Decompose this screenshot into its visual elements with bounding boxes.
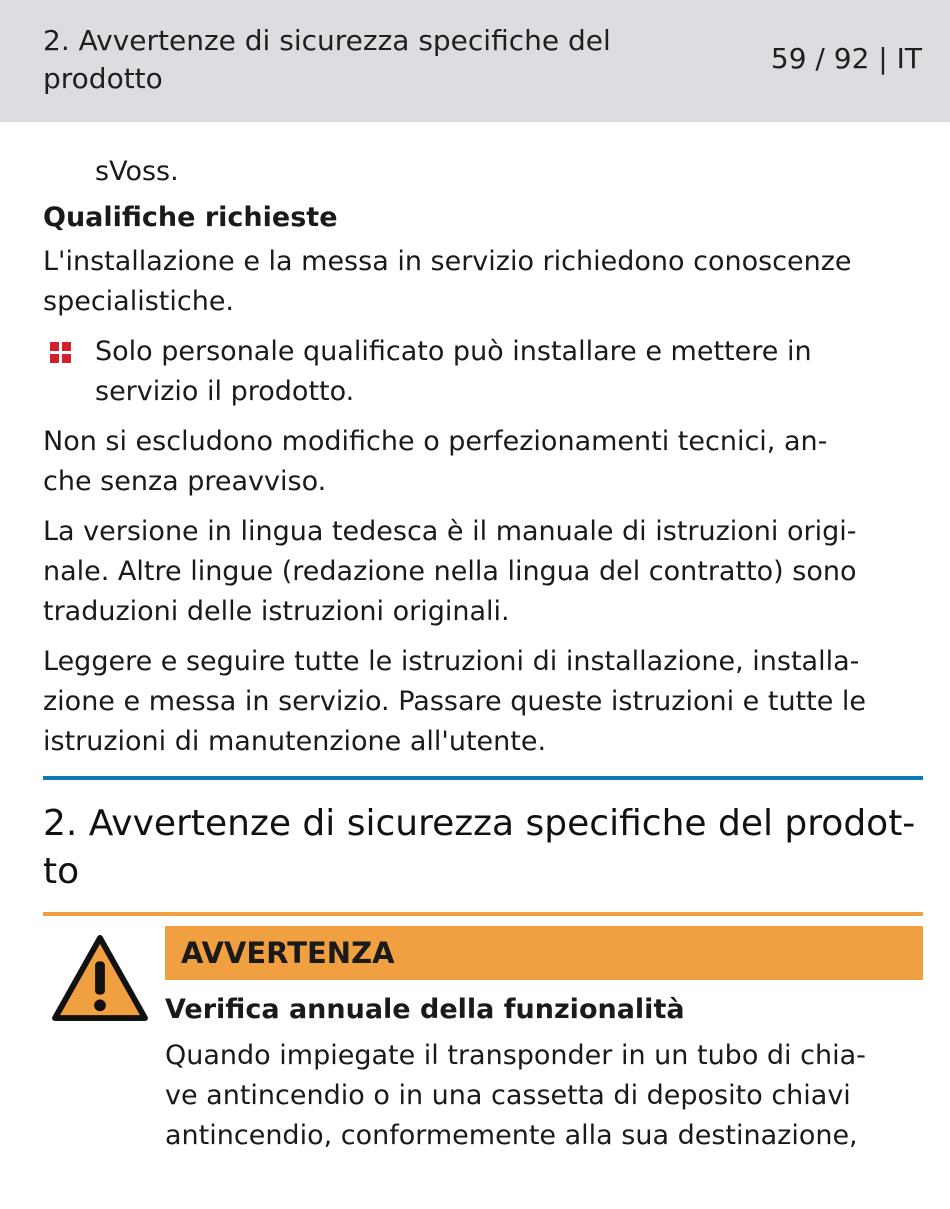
- text-line: che senza preavviso.: [43, 466, 327, 497]
- text-line: Quando impiegate il transponder in un tubo di chia-: [165, 1040, 866, 1071]
- qualifications-heading: Qualifiche richieste: [43, 202, 338, 233]
- text-line: nale. Altre lingue (redazione nella lingua del contratto) sono: [43, 556, 857, 587]
- page-number: 59 / 92 | IT: [770, 42, 922, 75]
- page-header: [0, 0, 950, 122]
- warning-label: AVVERTENZA: [181, 936, 395, 970]
- page-content: [43, 152, 923, 1186]
- header-title-line: prodotto: [43, 62, 163, 95]
- text-line: Solo personale qualificato può installare e mettere in: [95, 336, 812, 367]
- section-title-line: 2. Avvertenze di sicurezza specifiche del prodot-: [43, 803, 916, 844]
- text-line: servizio il prodotto.: [95, 376, 355, 407]
- warning-block: [43, 926, 923, 1186]
- header-title: [43, 22, 683, 98]
- text-line: Non si escludono modifiche o perfezionamenti tecnici, an-: [43, 426, 828, 457]
- text-line: antincendio, conformemente alla sua destinazione,: [165, 1120, 858, 1151]
- qualifications-paragraph: [43, 242, 923, 322]
- section-title: [43, 800, 923, 896]
- header-title-line: 2. Avvertenze di sicurezza specifiche del: [43, 24, 611, 57]
- red-square-bullet-icon: [50, 342, 72, 364]
- language-paragraph: [43, 512, 923, 632]
- warning-banner: [165, 926, 923, 980]
- text-line: ve antincendio o in una cassetta di deposito chiavi: [165, 1080, 851, 1111]
- continuation-text: sVoss.: [95, 156, 179, 187]
- warning-triangle-icon: [51, 934, 149, 1022]
- section-divider: [43, 776, 923, 780]
- text-line: zione e messa in servizio. Passare queste istruzioni e tutte le: [43, 686, 867, 717]
- changes-paragraph: [43, 422, 923, 502]
- instructions-paragraph: [43, 642, 923, 762]
- text-line: specialistiche.: [43, 286, 235, 317]
- section-title-line: to: [43, 851, 80, 892]
- warning-heading: Verifica annuale della funzionalità: [165, 994, 685, 1025]
- text-line: L'installazione e la messa in servizio richiedono conoscenze: [43, 246, 852, 277]
- warning-body: [165, 990, 923, 1162]
- bullet-item: [43, 332, 923, 412]
- text-line: istruzioni di manutenzione all'utente.: [43, 726, 547, 757]
- text-line: Leggere e seguire tutte le istruzioni di installazione, installa-: [43, 646, 860, 677]
- warning-paragraph: [165, 1036, 923, 1156]
- warning-divider: [43, 912, 923, 916]
- text-line: traduzioni delle istruzioni originali.: [43, 596, 510, 627]
- text-line: La versione in lingua tedesca è il manuale di istruzioni origi-: [43, 516, 857, 547]
